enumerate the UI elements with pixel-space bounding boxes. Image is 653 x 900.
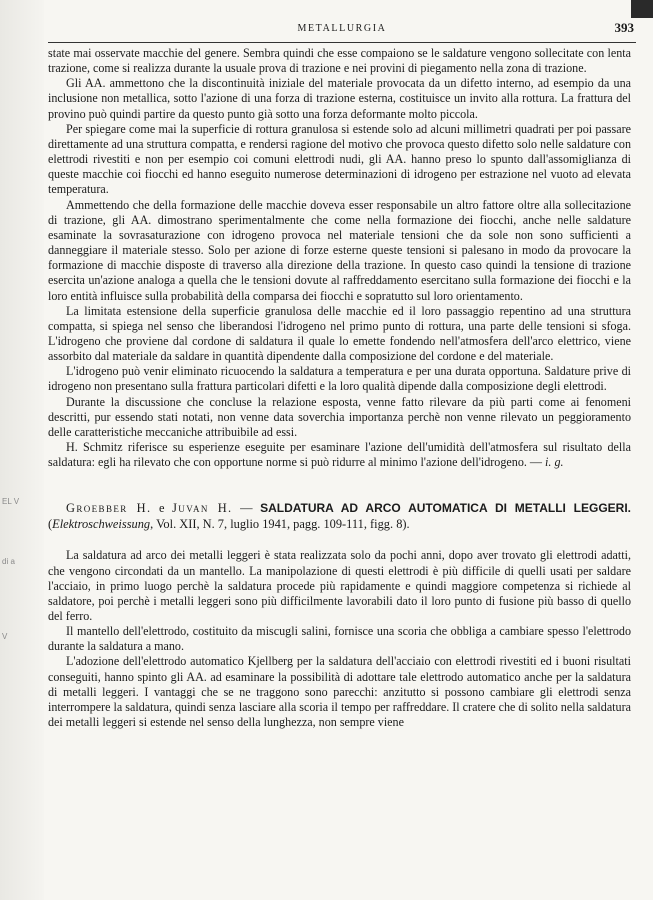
section-gap [48, 532, 631, 548]
margin-mark: EL V [2, 497, 20, 506]
review-heading [48, 500, 631, 532]
paragraph-text: H. Schmitz riferisce su esperienze eseguite per esaminare l'azione dell'umidità dell'atmosfera sul risultato della saldatura: egli ha rilevato che con opportune norme si può ridurre al minimo l'azione dell'idrogeno. — [48, 440, 631, 470]
paragraph: Ammettendo che della formazione delle macchie doveva esser responsabile un altro fattore oltre alla sollecitazione di trazione, gli AA. dimostrano sperimentalmente che come nella formazione dei fiocchi, anche nelle saldature esaminate la sovrasaturazione con idrogeno provoca nel materiale tensioni che da sole non sono sufficienti a danneggiare il materiale stesso. Solo per azione di forze esterne queste tensioni si palesano in modo da provocare la formazione di macchie disposte di traverso alla direzione della trazione. In questo caso quindi la tensione di trazione esercita un'azione analoga a quella che le tensioni dovute al raffreddamento esercitano sulla formazione dei fiocchi e la loro entità influisce sulla probabilità della comparsa dei fiocchi e sopratutto sul loro orientamento. [48, 197, 631, 303]
page-body [48, 46, 631, 730]
page-number: 393 [614, 20, 634, 35]
citation-open: ( [48, 517, 53, 532]
heading-dash: — [240, 501, 253, 516]
journal-name: Elektroschweissung [52, 517, 151, 532]
paragraph: Gli AA. ammettono che la discontinuità iniziale del materiale provocata da un difetto interno, ad esempio da una inclusione non metallica, sotto l'azione di una forza di trazione esterna, costituisce un invito alla rottura. La frattura del provino può quindi partire da questo punto già sotto una forza deformante molto piccola. [48, 76, 631, 121]
paragraph: Per spiegare come mai la superficie di rottura granulosa si estende solo ad alcuni millimetri quadrati per poi passare direttamente ad una struttura compatta, e rendersi ragione del motivo che provoca questo difetto solo nelle saldature con elettrodi rivestiti e non per esempio coi comuni elettrodi nudi, gli AA. hanno preso lo spunto dall'assomiglianza di queste macchie coi fiocchi ed hanno eseguito numerose determinazioni di idrogeno per estrazione nel vuoto ad elevata temperatura. [48, 121, 631, 197]
scan-margin [0, 0, 44, 900]
paragraph: La limitata estensione della superficie granulosa delle macchie ed il loro passaggio repentino ad una struttura compatta, si spiega nel senso che liberandosi l'idrogeno nel primo punto di rottura, una parte delle tensioni si sfoga. L'idrogeno che proviene dal cordone di saldatura il quale lo emette fondendo nell'atmosfera dell'arco elettrico, viene assorbito dal materiale da saldare in quantità dipendente dalla composizione del cordone e del materiale. [48, 303, 631, 364]
paragraph: Il mantello dell'elettrodo, costituito da miscugli salini, fornisce una scoria che obbliga a cambiare spesso l'elettrodo durante la saldatura a mano. [48, 624, 631, 654]
paragraph: L'adozione dell'elettrodo automatico Kjellberg per la saldatura dell'acciaio con elettrodi rivestiti ed i buoni risultati conseguiti, hanno spinto gli AA. ad esaminare la possibilità di adottare tale elettrodo automatico anche per la saldatura di metalli leggeri. I vantaggi che se ne traggono sono parecchi: anzitutto si possono cambiare gli elettrodi senza interrompere la saldatura, quindi senza lasciare alla scoria il tempo per raffreddare. Il cratere che di solito nella saldatura dei metalli leggeri si estende nel senso della lunghezza, non sempre viene [48, 654, 631, 730]
section-gap [48, 470, 631, 500]
reviewer-initials: i. g. [545, 455, 564, 470]
page-header [48, 20, 636, 43]
paragraph: L'idrogeno può venir eliminato ricuocendo la saldatura a temperatura e per una durata opportuna. Saldature prive di idrogeno non presentano sulla frattura particolari difetti e la loro qualità dipende dalla composizione degli elettrodi. [48, 364, 631, 394]
paragraph: La saldatura ad arco dei metalli leggeri è stata realizzata solo da pochi anni, dopo aver trovato gli elettrodi adatti, che vengono circondati da un mantello. La manipolazione di questi elettrodi è più difficile di quelli usati per saldare l'acciaio, in primo luogo perchè la saldatura procede più rapidamente e quindi maggiore competenza si richiede al saldatore, poi perchè i metalli leggeri sono più difficilmente lavorabili dato il loro punto di fusione più basso di quello del ferro. [48, 548, 631, 623]
paragraph: Durante la discussione che concluse la relazione esposta, venne fatto rilevare da più parti come ai fenomeni descritti, pur essendo stati notati, non venne data soverchia importanza perchè non venne rilevato un peggioramento delle caratteristiche meccaniche attribuibile ad essi. [48, 394, 631, 439]
scan-corner-shadow [631, 0, 653, 18]
margin-mark: di a [2, 557, 15, 566]
margin-mark: V [2, 632, 8, 641]
running-title: METALLURGIA [297, 23, 387, 34]
paragraph: state mai osservate macchie del genere. Sembra quindi che esse compaiono se le saldature vengono sollecitate con lenta trazione, come si realizza durante la usuale prova di trazione e nei provini di piegamento nella zona di trazione. [48, 46, 631, 76]
paragraph-signed [48, 440, 631, 470]
article-title: SALDATURA AD ARCO AUTOMATICA DI METALLI LEGGERI. [260, 501, 631, 516]
author-name: Juvan H. [172, 501, 233, 516]
author-conjunction: e [159, 501, 165, 516]
author-name: Groebber H. [66, 501, 152, 516]
citation-details: , Vol. XII, N. 7, luglio 1941, pagg. 109-111, figg. 8). [150, 517, 410, 532]
